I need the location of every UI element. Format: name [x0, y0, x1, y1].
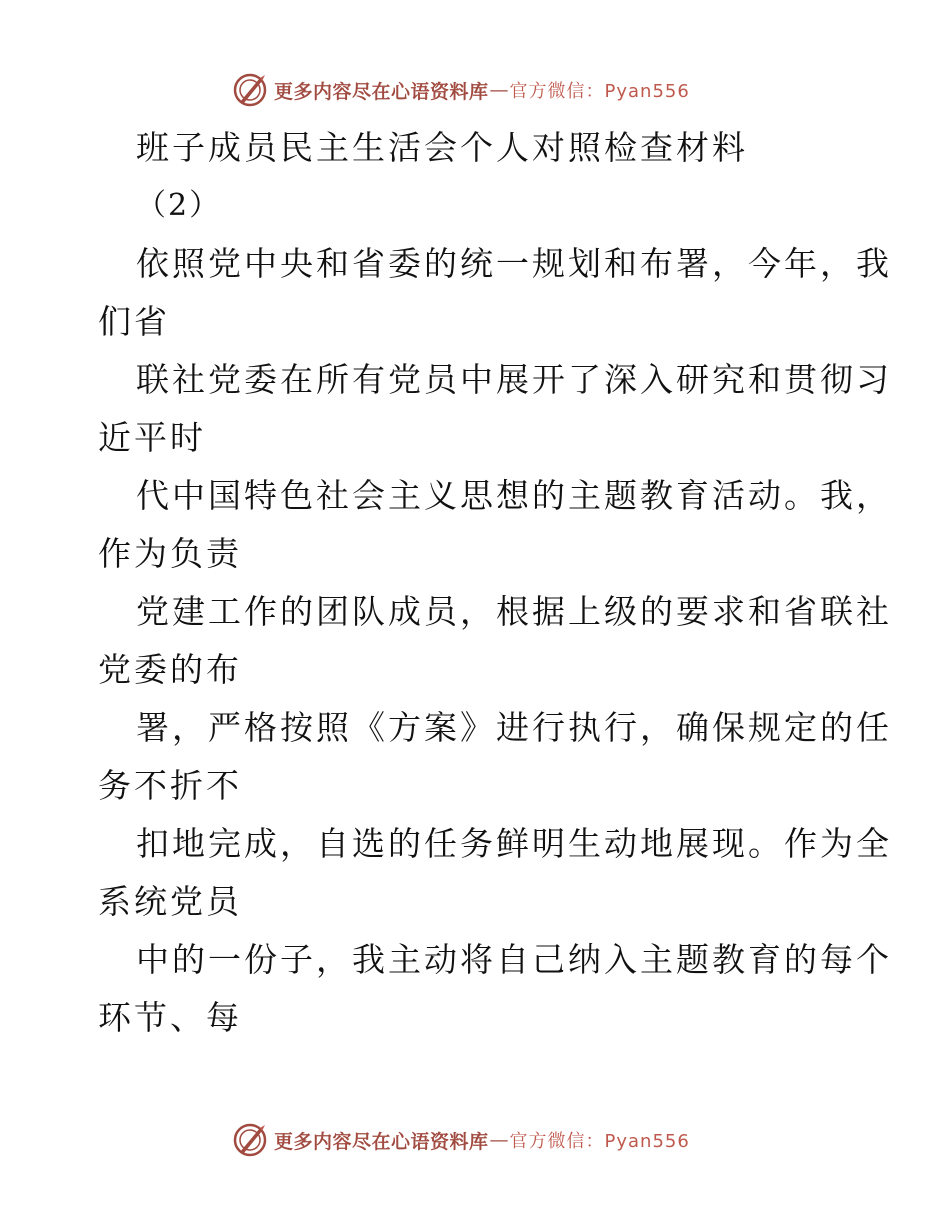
body-line: 中的一份子，我主动将自己纳入主题教育的每个 [136, 940, 892, 979]
body-line: 代中国特色社会主义思想的主题教育活动。我， [136, 476, 892, 515]
body-line: 署，严格按照《方案》进行执行，确保规定的任 [136, 708, 892, 747]
quill-pen-logo-icon [232, 1122, 268, 1158]
watermark-banner-bottom [232, 1120, 690, 1160]
watermark-banner-top [232, 70, 690, 110]
body-line: 近平时 [98, 418, 206, 457]
body-line: 党委的布 [98, 650, 242, 689]
body-line: 环节、每 [98, 998, 242, 1037]
watermark-separator: — [489, 1129, 509, 1151]
watermark-wechat-text: 官方微信：Pyan556 [509, 81, 690, 102]
body-line: 扣地完成，自选的任务鲜明生动地展现。作为全 [136, 824, 892, 863]
watermark-wechat-text: 官方微信：Pyan556 [509, 1131, 690, 1152]
body-line: 系统党员 [98, 882, 242, 921]
watermark-brand-text: 更多内容尽在心语资料库 [274, 1130, 489, 1153]
watermark-brand-text: 更多内容尽在心语资料库 [274, 80, 489, 103]
body-line: 务不折不 [98, 766, 242, 805]
watermark-separator: — [489, 79, 509, 101]
document-subtitle: （2） [136, 188, 222, 223]
body-line: 们省 [98, 302, 170, 341]
body-line: 依照党中央和省委的统一规划和布署，今年，我 [136, 244, 892, 283]
document-title: 班子成员民主生活会个人对照检查材料 [136, 128, 748, 167]
quill-pen-logo-icon [232, 72, 268, 108]
body-line: 作为负责 [98, 534, 242, 573]
body-line: 党建工作的团队成员，根据上级的要求和省联社 [136, 592, 892, 631]
body-line: 联社党委在所有党员中展开了深入研究和贯彻习 [136, 360, 892, 399]
